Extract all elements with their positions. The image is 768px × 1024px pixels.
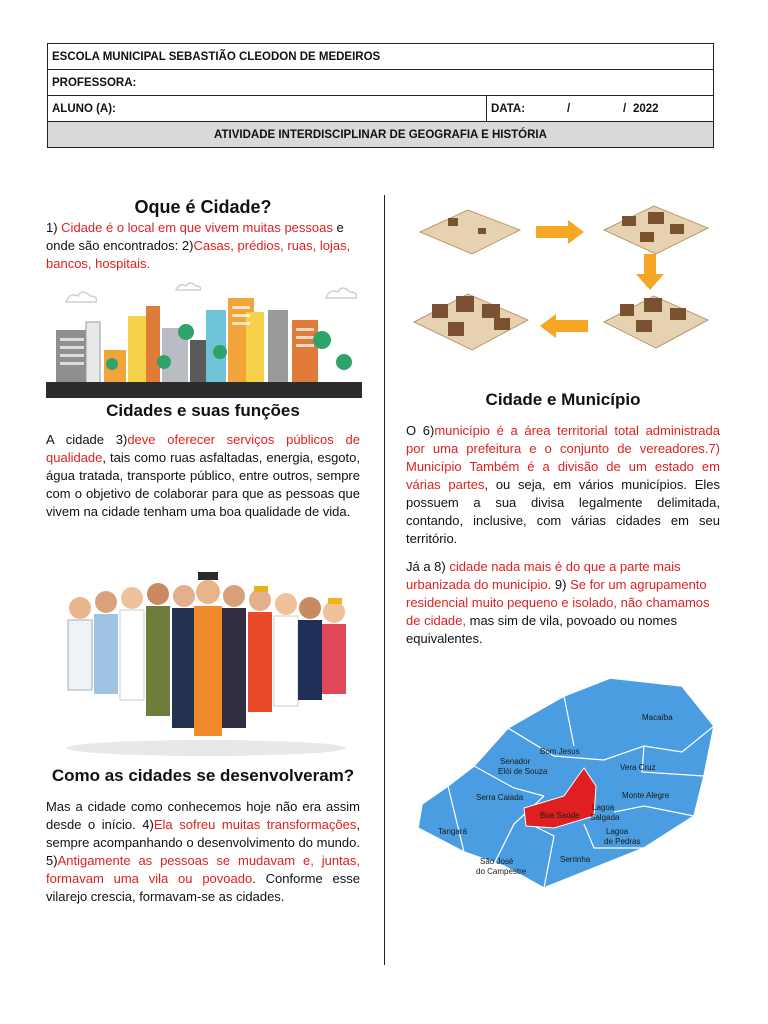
text-span: , ou seja, em vários municípios. Eles possuem a sua divisa legalmente delimitada, contando, inclusive, com várias cidades em seu território.	[406, 477, 721, 546]
map-label: de Pedras	[604, 837, 641, 846]
professionals-illustration	[58, 572, 354, 758]
text-span: Cidade é o local em que vivem muitas pessoas	[61, 220, 333, 235]
student-date-row	[48, 96, 713, 122]
text-span: , sempre acompanhando o desenvolvimento do mundo. 5)	[46, 817, 360, 868]
teacher-row	[48, 70, 713, 96]
student-label: ALUNO (A):	[52, 102, 116, 115]
activity-title-row	[48, 122, 713, 147]
text-span: A cidade 3)	[46, 432, 128, 447]
map-label: Serra Caiada	[476, 793, 524, 802]
text-span: , tais como ruas asfaltadas, energia, esgoto, água tratada, transporte público, entre outros, sempre com o objetivo de colaborar para que as pessoas que vivem na cidade tenham uma boa qualidade de vida.	[46, 450, 360, 519]
municipality-map	[414, 676, 720, 888]
map-label: Lagoa	[592, 803, 615, 812]
text-span: Mas a cidade como conhecemos hoje não era assim desde o início. 4)	[46, 799, 360, 832]
map-label: do Campestre	[476, 867, 527, 876]
paragraph	[46, 431, 360, 521]
map-label: Serrinha	[560, 855, 591, 864]
text-span: deve oferecer serviços públicos de qualidade	[46, 432, 360, 465]
text-span: Casas, prédios, ruas, lojas, bancos, hospitais.	[46, 238, 351, 271]
paragraph	[406, 422, 720, 548]
date-label: DATA:	[491, 102, 526, 115]
text-span: . Conforme esse vilarejo crescia, formavam-se as cidades.	[46, 871, 361, 904]
text-span: e onde são encontrados: 2)	[46, 220, 344, 253]
school-name: ESCOLA MUNICIPAL SEBASTIÃO CLEODON DE MEDEIROS	[52, 50, 381, 63]
map-label: Macaíba	[642, 713, 673, 722]
text-span: O 6)	[406, 423, 435, 438]
section-city-development	[46, 764, 360, 906]
school-row	[48, 44, 713, 70]
text-span: município é a área territorial total administrada por uma prefeitura e o conjunto de vereadores.	[406, 423, 720, 456]
text-span: Se for um agrupamento residencial muito pequeno e isolado, não chamamos de cidade,	[406, 577, 710, 628]
section-title: Cidade e Município	[485, 390, 641, 409]
text-span: Já a 8)	[406, 559, 450, 574]
section-title: Oque é Cidade?	[134, 197, 272, 217]
section-what-is-city	[46, 195, 360, 273]
paragraph	[46, 219, 360, 273]
column-divider	[384, 195, 385, 965]
map-label: Boa Saúde	[540, 811, 580, 820]
map-label: Bom Jesus	[540, 747, 580, 756]
map-label: Lagoa	[606, 827, 629, 836]
town-growth-illustration	[408, 192, 720, 378]
map-label: Salgada	[590, 813, 620, 822]
date-year: 2022	[633, 102, 659, 115]
city-skyline-illustration	[46, 280, 362, 400]
date-slash-1: /	[567, 102, 571, 115]
header-table	[47, 43, 714, 148]
section-title: Cidades e suas funções	[106, 401, 300, 420]
map-label: Vera Cruz	[620, 763, 656, 772]
text-span: Antigamente as pessoas se mudavam e, juntas, formavam uma vila ou povoado	[46, 853, 360, 886]
section-city-municipality	[406, 388, 720, 648]
activity-title: ATIVIDADE INTERDISCIPLINAR DE GEOGRAFIA E HISTÓRIA	[214, 128, 547, 141]
paragraph	[406, 558, 720, 648]
section-city-functions	[46, 399, 360, 521]
map-label: Tangará	[438, 827, 467, 836]
paragraph	[46, 798, 360, 906]
text-span: cidade nada mais é do que a parte mais urbanizada do município.	[406, 559, 681, 592]
text-span: Ela sofreu muitas transformações	[153, 817, 357, 832]
map-label: Senador	[500, 757, 531, 766]
text-span: 7)	[708, 441, 720, 456]
map-label: Monte Alegre	[622, 791, 670, 800]
teacher-label: PROFESSORA:	[52, 76, 137, 89]
section-title: Como as cidades se desenvolveram?	[51, 766, 355, 785]
map-label: São José	[480, 857, 514, 866]
text-span: Município Também é a divisão de um estado em várias partes	[406, 459, 720, 492]
date-slash-2: /	[623, 102, 627, 115]
text-span: 9)	[551, 577, 571, 592]
text-span: mas sim de vila, povoado ou nomes equivalentes.	[406, 613, 677, 646]
map-label: Elói de Souza	[498, 767, 548, 776]
text-span: 1)	[46, 220, 62, 235]
